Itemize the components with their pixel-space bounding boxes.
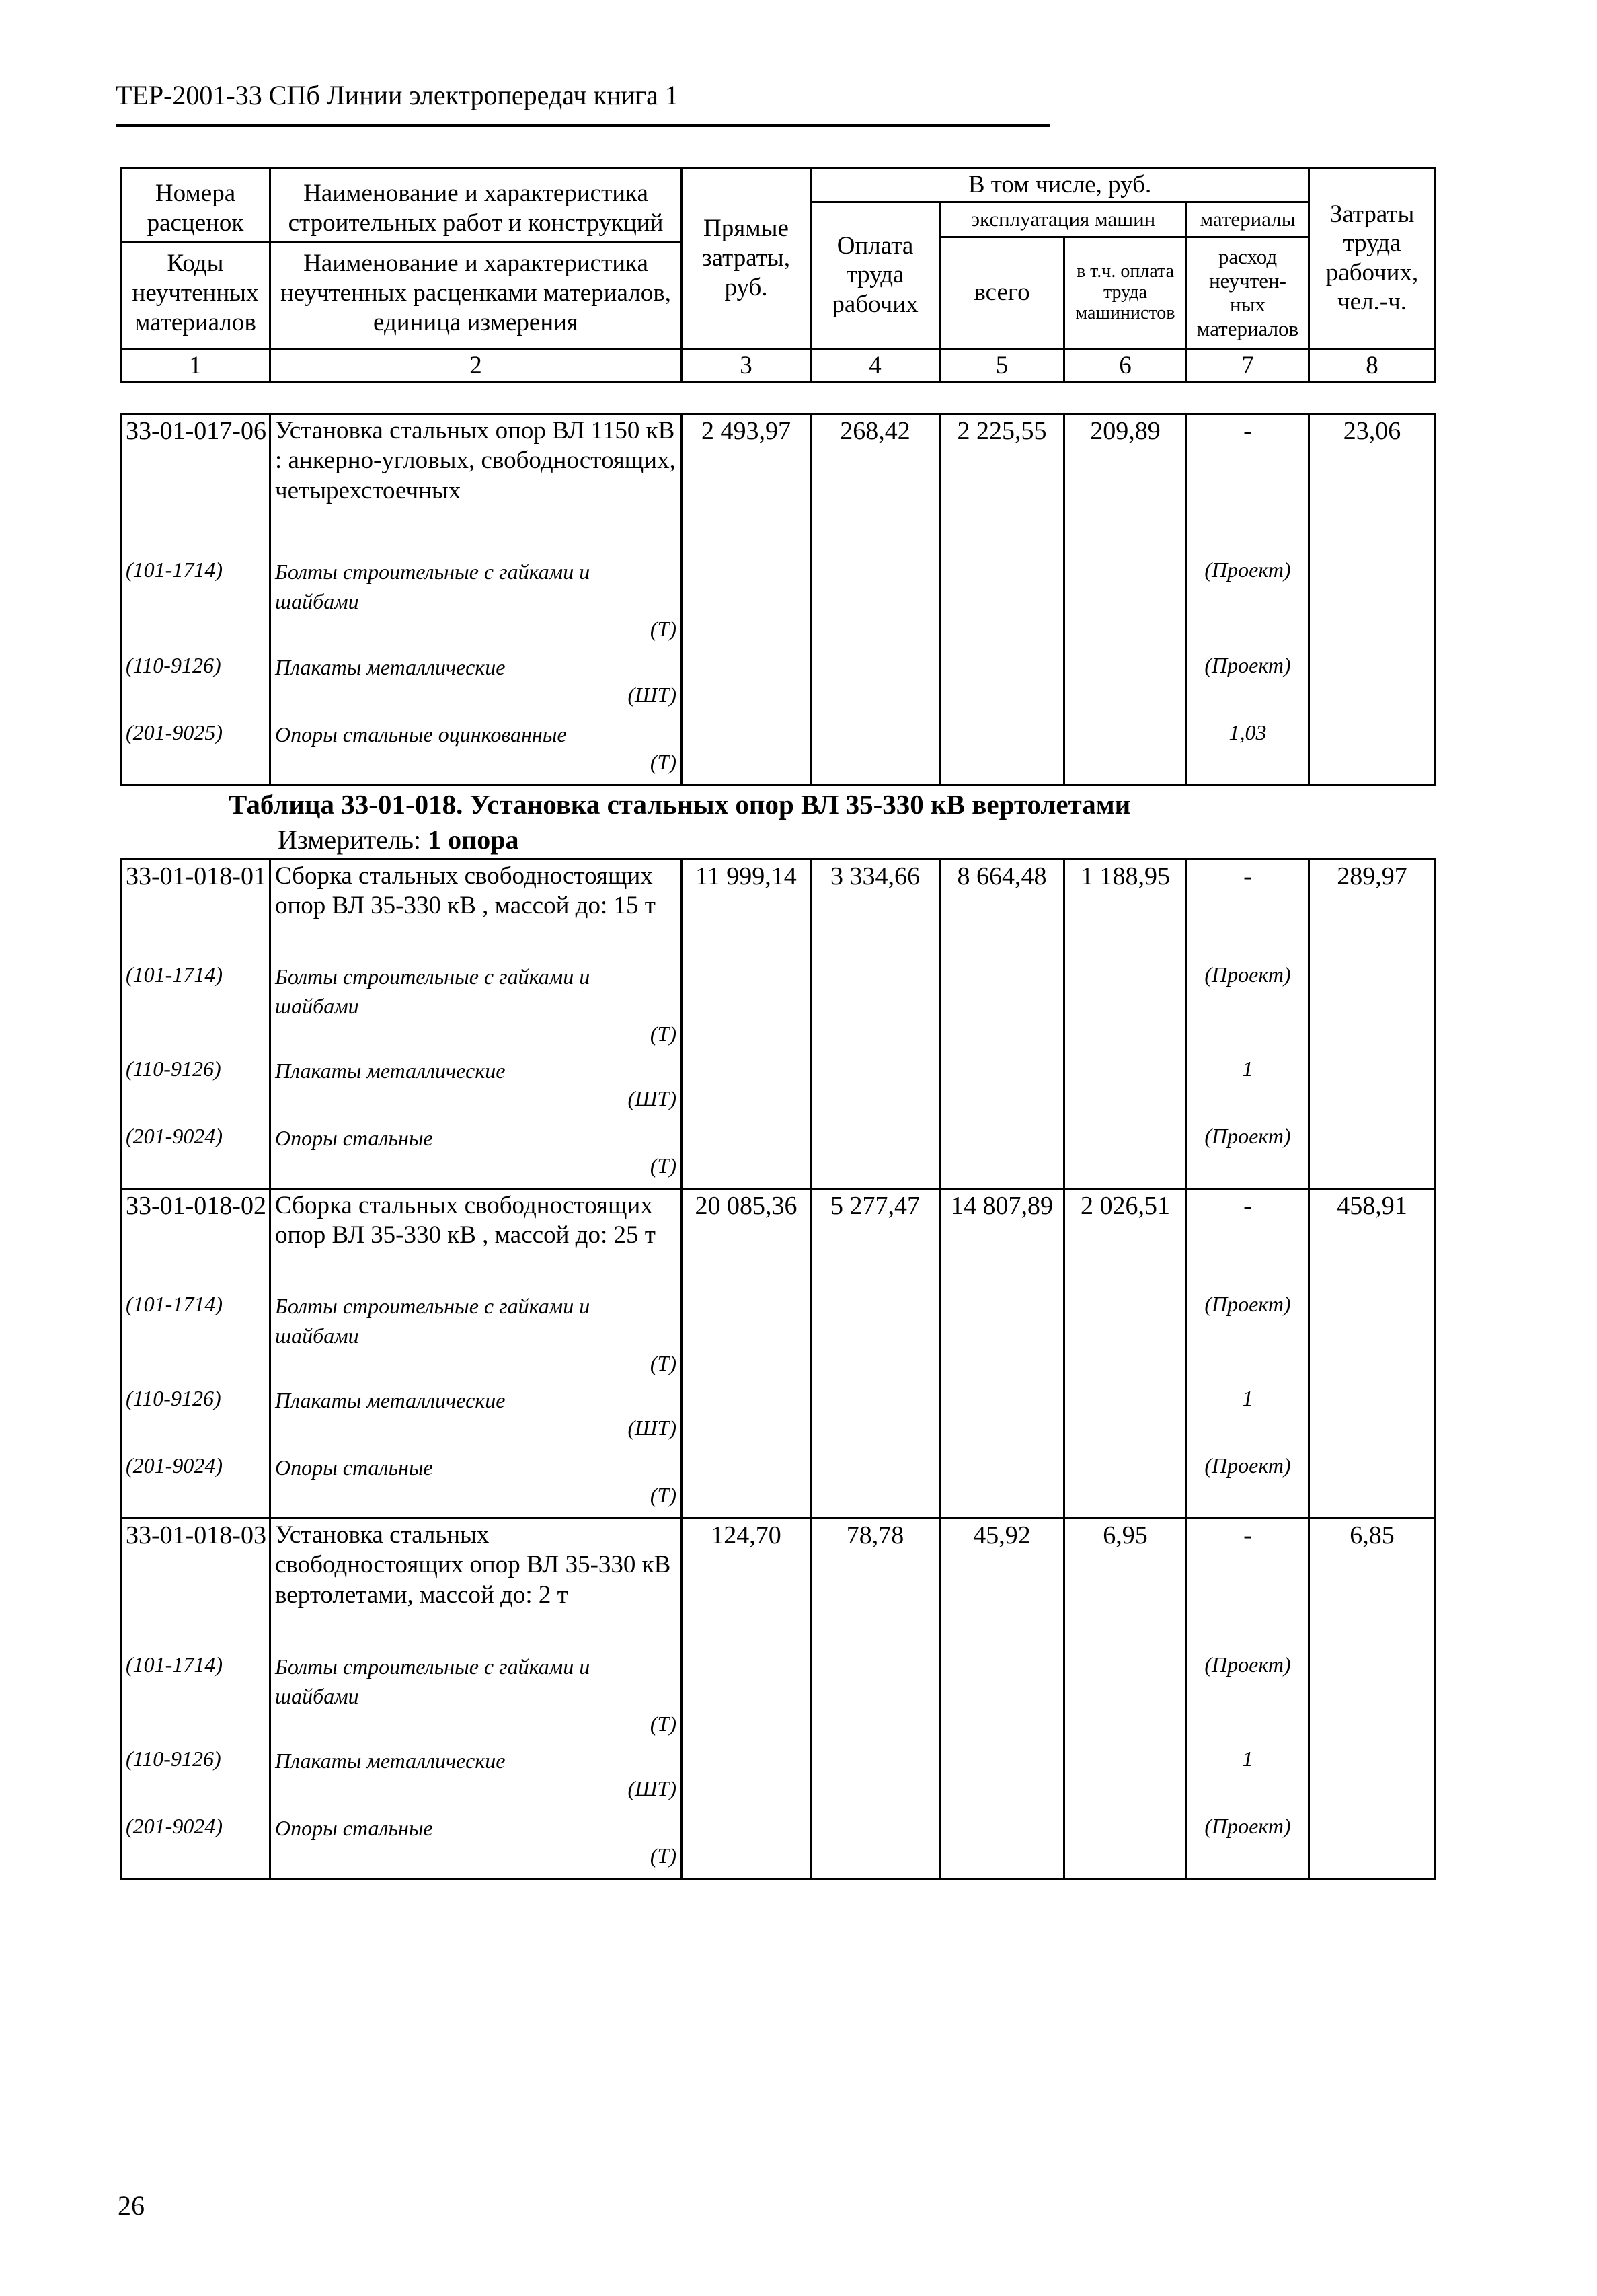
- header-number-7: 7: [1187, 348, 1309, 383]
- material-unit: (Т): [650, 1482, 676, 1507]
- material-row: [121, 1384, 1436, 1451]
- work-name: Установка стальных свободностоящих опор ВЛ 35-330 кВ вертолетами, массой до: 2 т: [270, 1519, 682, 1650]
- material-unit: (Т): [650, 1351, 676, 1376]
- measure-value: 1 опора: [428, 825, 519, 855]
- header-number-1: 1: [121, 348, 270, 383]
- rate-code: 33-01-018-02: [121, 1189, 270, 1290]
- table-row: [121, 414, 1436, 556]
- material-usage: (Проект): [1187, 1122, 1309, 1189]
- material-unit: (Т): [650, 1712, 676, 1736]
- labor-hours: 458,91: [1309, 1189, 1436, 1290]
- material-name: Плакаты металлические: [275, 654, 506, 679]
- table-row: [121, 859, 1436, 960]
- material-name: Болты строительные с гайками и шайбами: [275, 1654, 590, 1708]
- header-codes: [121, 168, 270, 349]
- material-row: [121, 1055, 1436, 1122]
- material-usage: (Проект): [1187, 1451, 1309, 1519]
- labor-hours: 23,06: [1309, 414, 1436, 556]
- header-number-4: 4: [811, 348, 940, 383]
- material-row: [121, 1451, 1436, 1519]
- material-name: Плакаты металлические: [275, 1748, 506, 1773]
- material-unit: (Т): [650, 749, 676, 774]
- header-machines-total: всего: [940, 237, 1064, 348]
- operators-pay: 209,89: [1064, 414, 1187, 556]
- material-code: (110-9126): [121, 1055, 270, 1122]
- header-col2-top: Наименование и характеристика строительных работ и конструкций: [271, 176, 680, 243]
- section1-table: [120, 413, 1436, 786]
- material-code: (110-9126): [121, 1745, 270, 1812]
- labor-pay: 5 277,47: [811, 1189, 940, 1290]
- materials: -: [1187, 1519, 1309, 1650]
- machines-total: 2 225,55: [940, 414, 1064, 556]
- main-table: [120, 858, 1436, 1880]
- machines-total: 8 664,48: [940, 859, 1064, 960]
- header-col1-top: Номера расценок: [122, 176, 269, 243]
- material-unit: (ШТ): [627, 1085, 676, 1110]
- header-including: В том числе, руб.: [811, 168, 1309, 202]
- header-materials: материалы: [1187, 202, 1309, 237]
- material-row: [121, 651, 1436, 718]
- header-names: [270, 168, 682, 349]
- material-usage: (Проект): [1187, 556, 1309, 651]
- table-row: [121, 1189, 1436, 1290]
- direct-costs: 124,70: [682, 1519, 811, 1650]
- material-code: (101-1714): [121, 556, 270, 651]
- material-row: [121, 556, 1436, 651]
- material-code: (201-9024): [121, 1122, 270, 1189]
- direct-costs: 20 085,36: [682, 1189, 811, 1290]
- material-name: Болты строительные с гайками и шайбами: [275, 1293, 590, 1348]
- material-unit: (ШТ): [627, 1775, 676, 1800]
- material-row: [121, 1122, 1436, 1189]
- material-row: [121, 1290, 1436, 1384]
- rate-code: 33-01-018-03: [121, 1519, 270, 1650]
- rate-code: 33-01-018-01: [121, 859, 270, 960]
- machines-total: 14 807,89: [940, 1189, 1064, 1290]
- header-col1-bottom: Коды неучтенных материалов: [132, 250, 259, 336]
- material-row: [121, 1745, 1436, 1812]
- material-unit: (ШТ): [627, 682, 676, 707]
- labor-hours: 6,85: [1309, 1519, 1436, 1650]
- material-name: Плакаты металлические: [275, 1058, 506, 1083]
- header-number-2: 2: [270, 348, 682, 383]
- header-col2-bottom: Наименование и характеристика неучтенных расценками материалов, единица измерения: [280, 250, 671, 336]
- material-usage: 1: [1187, 1745, 1309, 1812]
- material-usage: (Проект): [1187, 1650, 1309, 1745]
- header-labor-hours: Затраты труда рабочих, чел.-ч.: [1309, 168, 1436, 349]
- material-usage: 1: [1187, 1384, 1309, 1451]
- material-unit: (Т): [650, 1022, 676, 1046]
- header-operators-pay: в т.ч. оплата труда машинистов: [1064, 237, 1187, 348]
- header-number-5: 5: [940, 348, 1064, 383]
- work-name: Установка стальных опор ВЛ 1150 кВ : анкерно-угловых, свободностоящих, четырехстоечных: [270, 414, 682, 556]
- rate-code: 33-01-017-06: [121, 414, 270, 556]
- materials: -: [1187, 859, 1309, 960]
- material-name: Болты строительные с гайками и шайбами: [275, 559, 590, 613]
- direct-costs: 11 999,14: [682, 859, 811, 960]
- material-row: [121, 960, 1436, 1055]
- material-code: (101-1714): [121, 1650, 270, 1745]
- header-machines: эксплуатация машин: [940, 202, 1187, 237]
- operators-pay: 2 026,51: [1064, 1189, 1187, 1290]
- page-number: 26: [118, 2190, 145, 2221]
- materials: -: [1187, 1189, 1309, 1290]
- material-usage: (Проект): [1187, 1290, 1309, 1384]
- column-header-table: [120, 167, 1436, 383]
- material-name: Плакаты металлические: [275, 1387, 506, 1412]
- material-name: Опоры стальные оцинкованные: [275, 722, 567, 747]
- material-name: Опоры стальные: [275, 1125, 433, 1150]
- measure-label: Измеритель:: [278, 825, 422, 855]
- table-row: [121, 1519, 1436, 1650]
- material-row: [121, 718, 1436, 786]
- material-unit: (Т): [650, 1153, 676, 1178]
- header-labor-pay: Оплата труда рабочих: [811, 202, 940, 348]
- material-name: Опоры стальные: [275, 1815, 433, 1840]
- material-usage: (Проект): [1187, 1812, 1309, 1879]
- measure-line: [278, 824, 518, 855]
- material-code: (201-9025): [121, 718, 270, 786]
- work-name: Сборка стальных свободностоящих опор ВЛ 35-330 кВ , массой до: 25 т: [270, 1189, 682, 1290]
- material-row: [121, 1650, 1436, 1745]
- labor-pay: 268,42: [811, 414, 940, 556]
- header-rule: [116, 124, 1050, 127]
- material-unit: (ШТ): [627, 1415, 676, 1440]
- machines-total: 45,92: [940, 1519, 1064, 1650]
- material-code: (110-9126): [121, 651, 270, 718]
- header-number-6: 6: [1064, 348, 1187, 383]
- material-name: Болты строительные с гайками и шайбами: [275, 964, 590, 1018]
- labor-pay: 78,78: [811, 1519, 940, 1650]
- material-usage: 1,03: [1187, 718, 1309, 786]
- labor-pay: 3 334,66: [811, 859, 940, 960]
- material-code: (110-9126): [121, 1384, 270, 1451]
- material-usage: (Проект): [1187, 960, 1309, 1055]
- material-row: [121, 1812, 1436, 1879]
- material-usage: (Проект): [1187, 651, 1309, 718]
- operators-pay: 6,95: [1064, 1519, 1187, 1650]
- material-code: (201-9024): [121, 1812, 270, 1879]
- page-header: ТЕР-2001-33 СПб Линии электропередач книга 1: [116, 80, 678, 110]
- material-code: (101-1714): [121, 960, 270, 1055]
- header-direct-costs: Прямые затраты, руб.: [682, 168, 811, 349]
- header-number-3: 3: [682, 348, 811, 383]
- material-code: (201-9024): [121, 1451, 270, 1519]
- direct-costs: 2 493,97: [682, 414, 811, 556]
- header-materials-usage: расход неучтен- ных материалов: [1187, 237, 1309, 348]
- table-title: Таблица 33-01-018. Установка стальных опор ВЛ 35-330 кВ вертолетами: [229, 789, 1131, 820]
- materials: -: [1187, 414, 1309, 556]
- material-usage: 1: [1187, 1055, 1309, 1122]
- labor-hours: 289,97: [1309, 859, 1436, 960]
- material-unit: (Т): [650, 617, 676, 642]
- work-name: Сборка стальных свободностоящих опор ВЛ 35-330 кВ , массой до: 15 т: [270, 859, 682, 960]
- material-unit: (Т): [650, 1843, 676, 1868]
- material-code: (101-1714): [121, 1290, 270, 1384]
- header-number-8: 8: [1309, 348, 1436, 383]
- operators-pay: 1 188,95: [1064, 859, 1187, 960]
- material-name: Опоры стальные: [275, 1455, 433, 1480]
